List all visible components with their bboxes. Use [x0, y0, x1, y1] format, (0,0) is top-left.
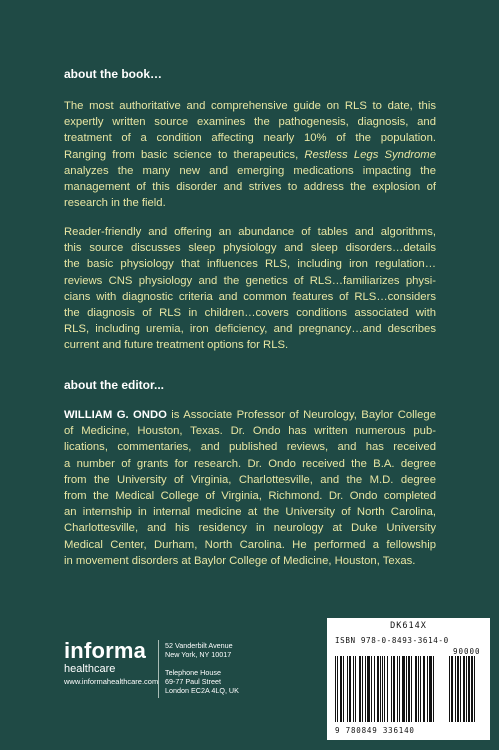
text-line: RLS, including uremia, iron deficiency, and pregnancy…and describes [64, 323, 436, 336]
text-line: Medical Center, Durham, North Carolina. He performed a fellowship [64, 538, 436, 551]
text-line: reviews CNS physiology and the genetics of RLS…familiarizes physi- [64, 274, 436, 287]
publisher-url: www.informahealthcare.com [64, 677, 159, 686]
barcode-bar [397, 656, 398, 722]
barcode-bar [449, 656, 450, 722]
barcode-bar [463, 656, 465, 722]
product-code: DK614X [390, 621, 427, 631]
informa-wordmark: informa [64, 638, 147, 663]
text-line [64, 147, 436, 163]
barcode-bar [471, 656, 473, 722]
barcode-bar [427, 656, 428, 722]
barcode-bar [353, 656, 354, 722]
address-line: Telephone House [165, 668, 221, 677]
barcode-bar [451, 656, 453, 722]
barcode-bar [408, 656, 410, 722]
text-line: cians with diagnostic criteria and common features of RLS…considers [64, 290, 436, 303]
barcode-bar [393, 656, 395, 722]
about-editor-paragraph [64, 407, 436, 569]
text-line: The most authoritative and comprehensive guide on RLS to date, this [64, 100, 436, 112]
text-line: Charlottesville, and his residency in neurology at Duke University [64, 522, 436, 535]
text-line: expertly written source examines the pathogenesis, diagnosis, and [64, 116, 436, 129]
barcode-bar [349, 656, 351, 722]
barcode-bar [420, 656, 421, 722]
barcode-bar [384, 656, 385, 722]
publisher-logo [64, 640, 158, 686]
barcode-bar [377, 656, 379, 722]
barcode-bar [474, 656, 475, 722]
text-line: of Medicine, Houston, Texas. Dr. Ondo has written numerous pub- [64, 425, 436, 438]
editor-name: WILLIAM G. ONDO [64, 409, 167, 421]
divider [158, 640, 159, 698]
text-line: current and future treatment options for RLS. [64, 339, 289, 352]
text-line: the basic physiology that influences RLS, including iron regulation… [64, 258, 436, 271]
text-line: from the Medical College of Virginia, Richmond. Dr. Ondo completed [64, 490, 436, 503]
barcode-bar [411, 656, 412, 722]
address-line: London EC2A 4LQ, UK [165, 686, 239, 695]
barcode-bar [415, 656, 417, 722]
text-line: Reader-friendly and offering an abundance of tables and algorithms, [64, 226, 436, 238]
barcode-bar [457, 656, 459, 722]
barcode-bar [337, 656, 338, 722]
barcode-bar [455, 656, 456, 722]
about-book-paragraph-1 [64, 98, 436, 211]
barcode-bar [343, 656, 344, 722]
barcode-bar [359, 656, 361, 722]
barcode-bar [468, 656, 470, 722]
barcode-digits: 9 780849 336140 [335, 726, 415, 735]
barcode-label [327, 618, 490, 740]
text-line [64, 407, 436, 423]
text-line: an internship in internal medicine at the University of North Carolina, [64, 506, 436, 519]
barcode-bar [391, 656, 392, 722]
barcode-bar [406, 656, 407, 722]
ean-barcode [335, 656, 445, 724]
text-line: management of this disorder and strives to address the explosion of [64, 181, 436, 194]
book-title: Restless Legs Syndrome [304, 148, 436, 161]
barcode-bar [387, 656, 388, 722]
healthcare-label: healthcare [64, 663, 116, 675]
barcode-bar [347, 656, 348, 722]
address-line: 52 Vanderbilt Avenue [165, 641, 233, 650]
barcode-bar [433, 656, 434, 722]
text-line: research in the field. [64, 197, 166, 210]
barcode-bar [399, 656, 400, 722]
barcode-bar [418, 656, 419, 722]
barcode-bar [335, 656, 336, 722]
isbn-text: ISBN 978-0-8493-3614-0 [335, 636, 449, 645]
publisher-addresses [165, 641, 239, 695]
barcode-bar [380, 656, 381, 722]
address-line: New York, NY 10017 [165, 650, 232, 659]
about-book-paragraph-2 [64, 224, 436, 354]
barcode-bar [402, 656, 405, 722]
addon-barcode [449, 656, 483, 724]
text-segment: Ranging from basic science to therapeutics, [64, 148, 305, 161]
barcode-bar [466, 656, 467, 722]
barcode-bar [374, 656, 375, 722]
barcode-bar [423, 656, 425, 722]
barcode-bar [340, 656, 342, 722]
text-line: in movement disorders at Baylor College of Medicine, Houston, Texas. [64, 554, 416, 567]
barcode-bar [362, 656, 363, 722]
text-line: the diagnosis of RLS in children…covers conditions associated with [64, 307, 436, 320]
barcode-bar [365, 656, 366, 722]
address-line: 69-77 Paul Street [165, 677, 221, 686]
text-line: from the University of Virginia, Charlottesville, and the M.D. degree [64, 473, 436, 486]
about-book-heading: about the book… [64, 67, 162, 81]
barcode-bar [382, 656, 383, 722]
about-editor-heading: about the editor... [64, 378, 165, 392]
barcode-bar [371, 656, 372, 722]
barcode-bar [367, 656, 370, 722]
text-line: this source discusses sleep physiology and sleep disorders…details [64, 242, 436, 255]
addon-number: 90000 [453, 647, 481, 656]
text-line: lications, commentaries, and published reviews, and has received [64, 441, 436, 454]
barcode-bar [355, 656, 356, 722]
barcode-bar [429, 656, 432, 722]
text-segment: is Associate Professor of Neurology, Baylor College [166, 409, 437, 421]
text-line: a number of grants for research. Dr. Ondo received the B.A. degree [64, 457, 436, 470]
text-line: analyzes the many new and emerging medications impacting the [64, 164, 436, 177]
text-line: treatment of a condition affecting nearly 10% of the population. [64, 132, 436, 145]
barcode-bar [460, 656, 461, 722]
